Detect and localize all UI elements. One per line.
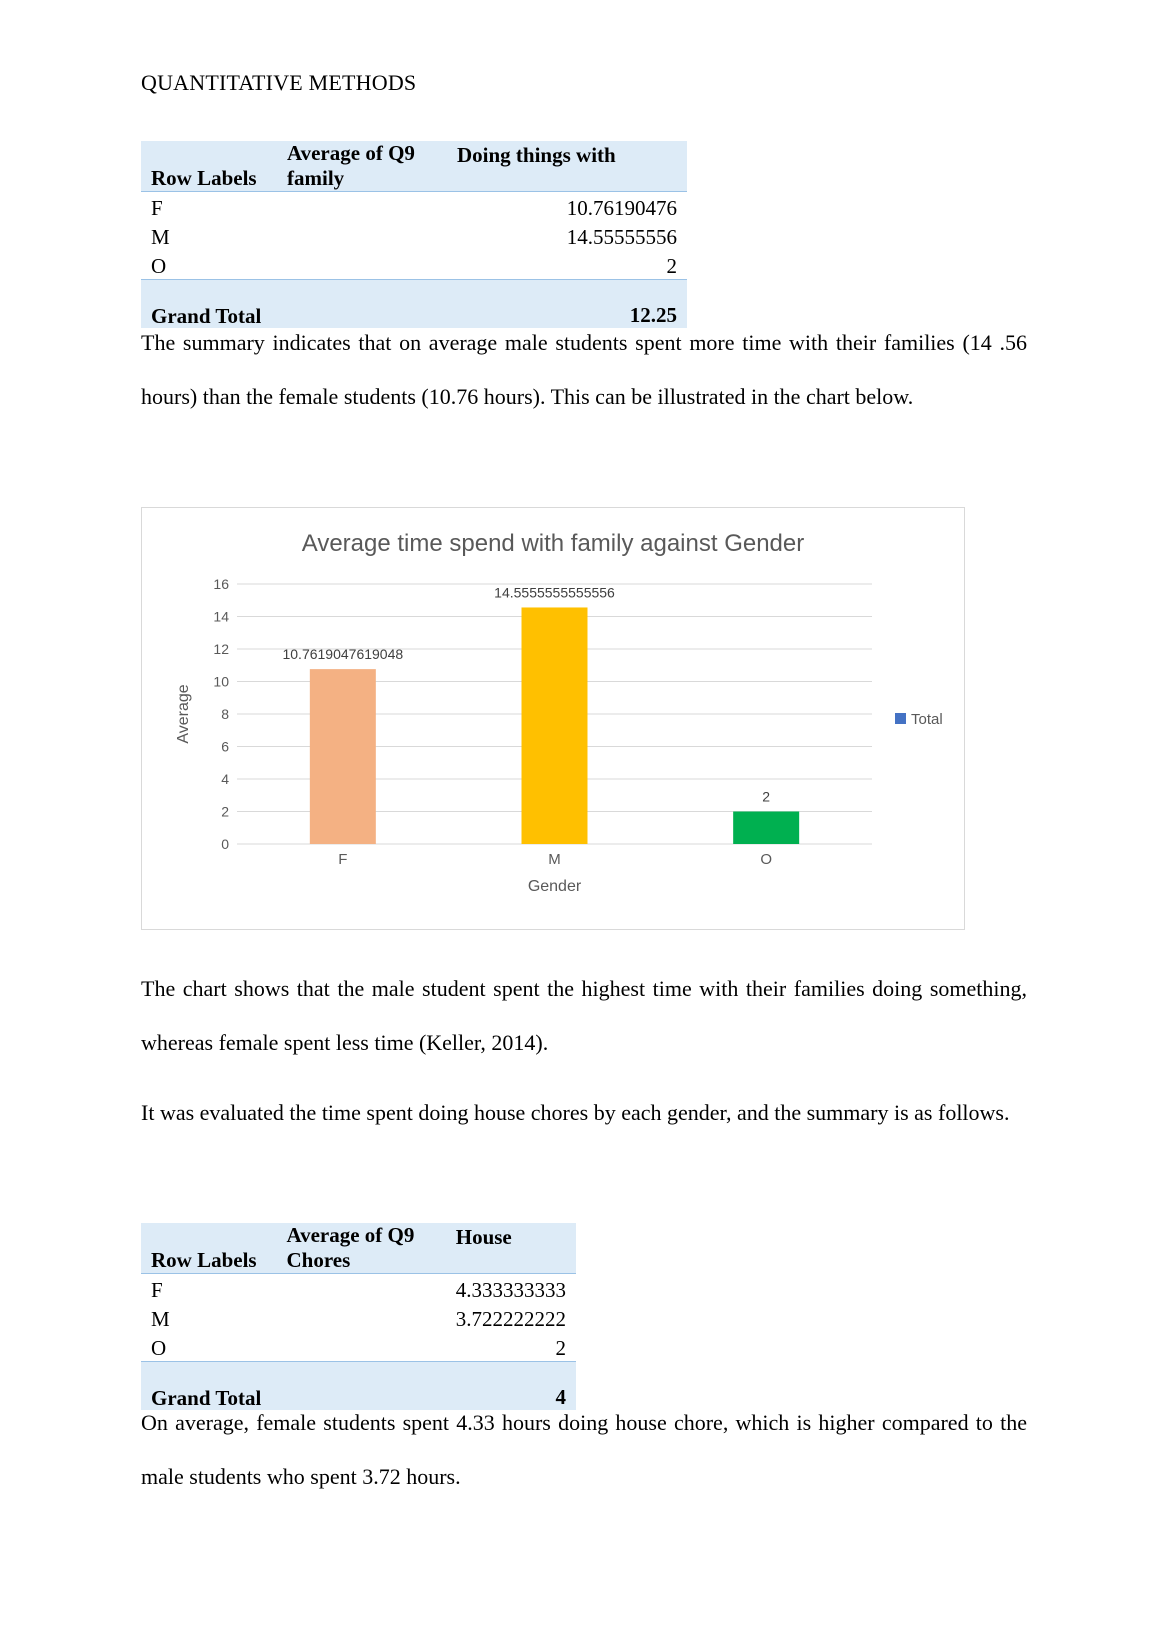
data-label: 2 bbox=[762, 788, 771, 805]
row-label: F bbox=[151, 196, 163, 220]
chores-intro-paragraph: It was evaluated the time spent doing house chores by each gender, and the summary is as follows. bbox=[141, 1100, 1010, 1125]
pivot-table-chores bbox=[141, 1223, 576, 1410]
table-row bbox=[141, 1332, 576, 1362]
header-average-label: Average of Q9 Chores bbox=[276, 1223, 445, 1274]
x-tick-label: O bbox=[760, 851, 773, 868]
y-tick-label: 2 bbox=[221, 803, 229, 820]
bar-chart bbox=[141, 507, 965, 930]
page-header: QUANTITATIVE METHODS bbox=[141, 70, 417, 95]
table-row bbox=[141, 250, 687, 280]
y-tick-label: 6 bbox=[221, 738, 229, 755]
row-value: 4.333333333 bbox=[455, 1278, 566, 1302]
chores-summary-paragraph: On average, female students spent 4.33 hours doing house chore, which is higher compared to the male students who spent 3.72 hours. bbox=[141, 1410, 1027, 1489]
bar-m bbox=[522, 607, 588, 844]
row-value: 2 bbox=[666, 254, 677, 278]
grand-total-label: Grand Total bbox=[141, 1362, 276, 1411]
data-label: 10.7619047619048 bbox=[282, 646, 404, 663]
row-label: F bbox=[151, 1278, 163, 1302]
row-label: M bbox=[151, 225, 170, 249]
y-tick-label: 12 bbox=[213, 641, 229, 657]
header-row-labels: Row Labels bbox=[141, 141, 277, 192]
row-value: 14.55555556 bbox=[566, 225, 677, 249]
row-value: 3.722222222 bbox=[455, 1307, 566, 1331]
row-label: M bbox=[151, 1307, 170, 1331]
header-row-labels: Row Labels bbox=[141, 1223, 276, 1274]
y-tick-label: 10 bbox=[213, 673, 229, 690]
table-row bbox=[141, 1274, 576, 1304]
summary-paragraph: The summary indicates that on average male students spent more time with their families (14 .56 hours) than the female students (10.76 hours). This can be illustrated in the chart below. bbox=[141, 330, 1027, 409]
grand-total-label: Grand Total bbox=[141, 280, 277, 329]
header-measure-label: House bbox=[446, 1223, 576, 1274]
chart-title: Average time spend with family against Gender bbox=[301, 530, 805, 557]
row-label: O bbox=[151, 1336, 167, 1360]
header-average-label: Average of Q9 family bbox=[277, 141, 447, 192]
legend-swatch bbox=[895, 713, 906, 724]
legend-label: Total bbox=[911, 711, 943, 728]
row-label: O bbox=[151, 254, 167, 278]
chart-canvas bbox=[142, 508, 964, 929]
chart-explanation-paragraph: The chart shows that the male student spent the highest time with their families doing something, whereas female spent less time (Keller, 2014). bbox=[141, 976, 1027, 1055]
bar-f bbox=[310, 669, 376, 844]
y-tick-label: 0 bbox=[221, 836, 229, 852]
bar-o bbox=[733, 812, 799, 845]
table-row bbox=[141, 221, 687, 250]
x-tick-label: M bbox=[548, 851, 561, 868]
y-tick-label: 14 bbox=[213, 608, 229, 625]
row-value: 10.76190476 bbox=[566, 196, 677, 220]
data-label: 14.5555555555556 bbox=[494, 584, 615, 601]
y-axis-title: Average bbox=[175, 684, 192, 744]
x-axis-title: Gender bbox=[527, 878, 582, 895]
header-measure-label: Doing things with bbox=[447, 141, 687, 192]
x-tick-label: F bbox=[338, 851, 348, 868]
y-tick-label: 16 bbox=[213, 576, 229, 592]
table-header-row bbox=[141, 1223, 576, 1274]
table-row bbox=[141, 192, 687, 222]
grand-total-value: 4 bbox=[446, 1362, 576, 1411]
table-header-row bbox=[141, 141, 687, 192]
pivot-table-family bbox=[141, 141, 687, 328]
y-tick-label: 8 bbox=[221, 706, 229, 722]
table-row bbox=[141, 1303, 576, 1332]
y-tick-label: 4 bbox=[221, 771, 229, 787]
grand-total-value: 12.25 bbox=[447, 280, 687, 329]
row-value: 2 bbox=[555, 1336, 566, 1360]
